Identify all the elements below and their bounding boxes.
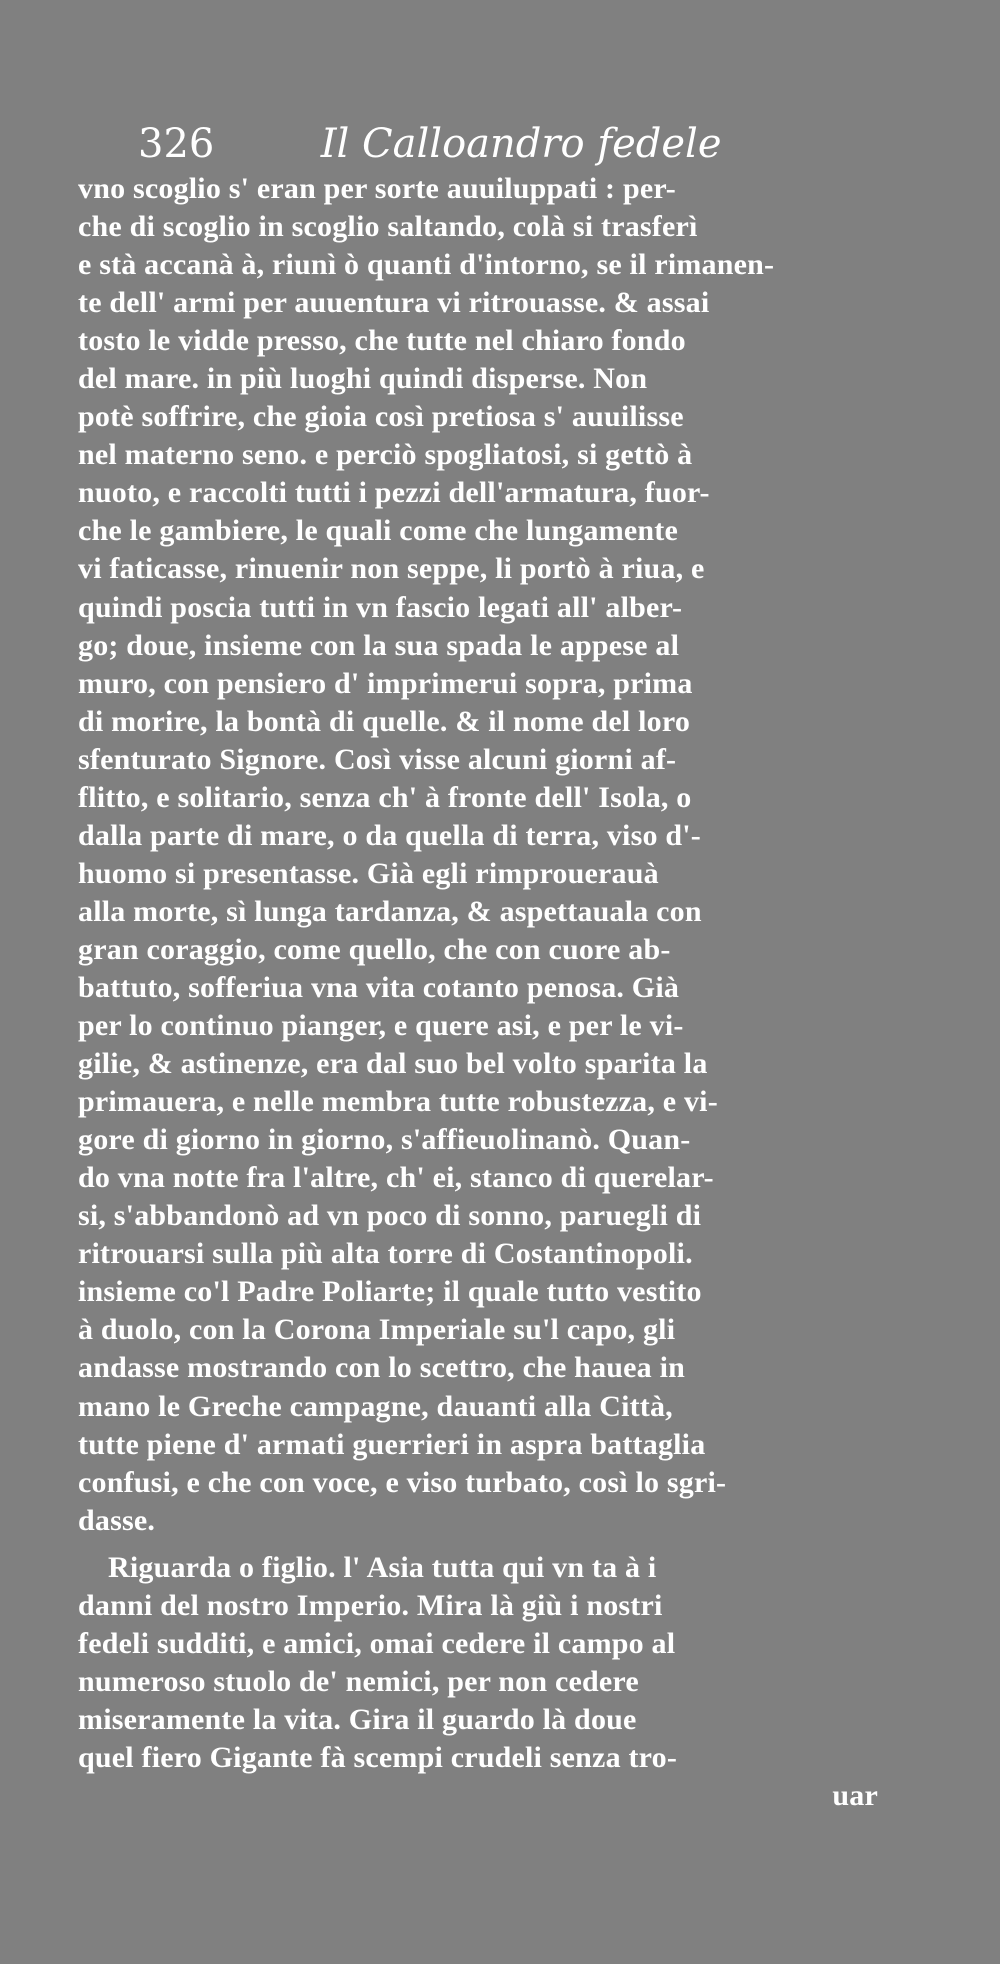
text-line: confusi, e che con voce, e viso turbato, così lo sgri- — [78, 1465, 727, 1499]
text-line: vno scoglio s' eran per sorte auuiluppati : per- — [78, 172, 676, 205]
text-line: te dell' armi per auuentura vi ritrouasse. & assai — [78, 286, 710, 320]
text-line: quel fiero Gigante fà scempi crudeli senza tro- — [78, 1740, 678, 1774]
text-line: go; doue, insieme con la sua spada le appese al — [78, 628, 680, 662]
text-line: potè soffrire, che gioia così pretiosa s' auuilisse — [78, 400, 684, 434]
text-line: primauera, e nelle membra tutte robustezza, e vi- — [78, 1085, 718, 1119]
text-line: dasse. — [78, 1503, 156, 1537]
text-line: battuto, sofferiua vna vita cotanto penosa. Già — [78, 970, 680, 1004]
text-line: e stà accanà à, riunì ò quanti d'intorno, se il rimanen- — [78, 248, 775, 282]
text-line: muro, con pensiero d' imprimerui sopra, prima — [78, 666, 693, 700]
text-line: che le gambiere, le quali come che lungamente — [78, 514, 679, 548]
text-line: nel materno seno. e perciò spogliatosi, si gettò à — [78, 438, 693, 472]
text-line: gore di giorno in giorno, s'affieuolinanò. Quan- — [78, 1123, 691, 1157]
text-line: Riguarda o figlio. l' Asia tutta qui vn ta à i — [108, 1550, 657, 1584]
text-line: miseramente la vita. Gira il guardo là doue — [78, 1702, 637, 1736]
text-line: andasse mostrando con lo scettro, che hauea in — [78, 1351, 685, 1385]
text-line: tosto le vidde presso, che tutte nel chiaro fondo — [78, 324, 686, 358]
text-line: sfenturato Signore. Così visse alcuni giorni af- — [78, 742, 677, 776]
text-line: che di scoglio in scoglio saltando, colà si trasferì — [78, 210, 698, 244]
text-line: vi faticasse, rinuenir non seppe, li portò à riua, e — [78, 552, 705, 586]
text-line: à duolo, con la Corona Imperiale su'l capo, gli — [78, 1313, 676, 1347]
text-line: huomo si presentasse. Già egli rimprouerauà — [78, 856, 659, 890]
text-line: del mare. in più luoghi quindi disperse. Non — [78, 362, 648, 396]
text-line: quindi poscia tutti in vn fascio legati all' alber- — [78, 590, 683, 624]
text-line: flitto, e solitario, senza ch' à fronte dell' Isola, o — [78, 780, 692, 814]
text-line: ritrouarsi sulla più alta torre di Costantinopoli. — [78, 1237, 693, 1271]
text-line: insieme co'l Padre Poliarte; il quale tutto vestito — [78, 1275, 702, 1309]
text-line: alla morte, sì lunga tardanza, & aspettauala con — [78, 894, 702, 928]
text-line: danni del nostro Imperio. Mira là giù i nostri — [78, 1588, 663, 1622]
text-line: gilie, & astinenze, era dal suo bel volto sparita la — [78, 1047, 708, 1081]
text-line: mano le Greche campagne, dauanti alla Città, — [78, 1389, 673, 1423]
text-line: numeroso stuolo de' nemici, per non cedere — [78, 1664, 639, 1698]
body-text — [78, 170, 918, 1815]
text-line: di morire, la bontà di quelle. & il nome del loro — [78, 704, 691, 738]
catchword: uar — [832, 1778, 878, 1812]
page-header — [138, 118, 918, 170]
running-title: Il Calloandro fedele — [320, 121, 722, 167]
text-line: tutte piene d' armati guerrieri in aspra battaglia — [78, 1427, 706, 1461]
text-line: dalla parte di mare, o da quella di terra, viso d'- — [78, 818, 701, 852]
text-line: per lo continuo pianger, e quere asi, e per le vi- — [78, 1009, 684, 1043]
text-line: gran coraggio, come quello, che con cuore ab- — [78, 932, 671, 966]
text-line: do vna notte fra l'altre, ch' ei, stanco di querelar- — [78, 1161, 714, 1195]
text-line: si, s'abbandonò ad vn poco di sonno, paruegli di — [78, 1199, 702, 1233]
page-number: 326 — [138, 121, 215, 167]
text-line: fedeli sudditi, e amici, omai cedere il campo al — [78, 1626, 676, 1660]
text-line: nuoto, e raccolti tutti i pezzi dell'armatura, fuor- — [78, 476, 710, 510]
